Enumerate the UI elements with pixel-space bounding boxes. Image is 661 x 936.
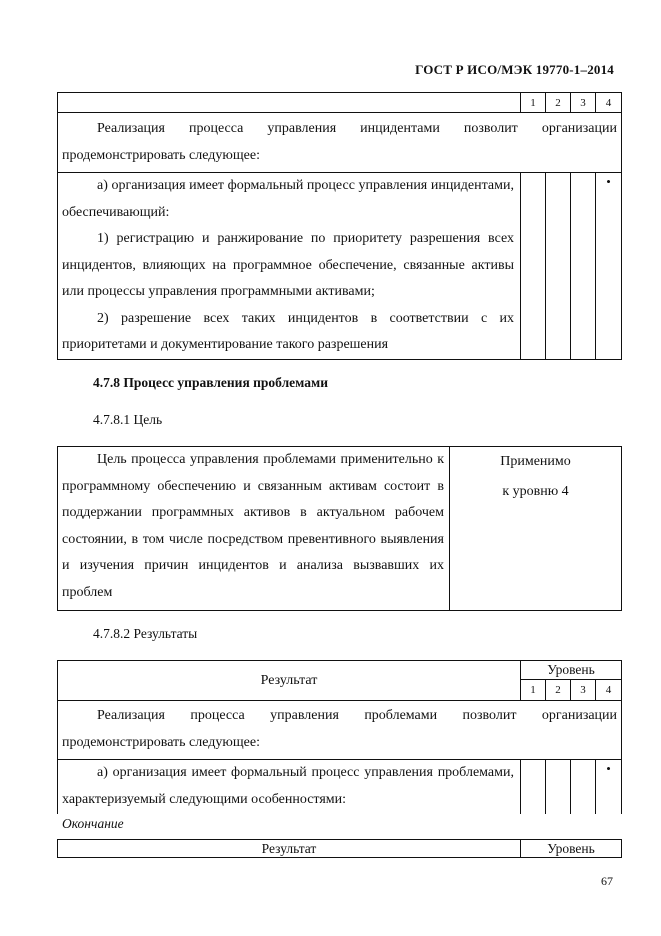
applicability-line2: к уровню 4	[502, 484, 569, 499]
level-4-mark: •	[596, 173, 622, 360]
level-1-label: 1	[521, 680, 546, 701]
incident-results-table	[57, 92, 622, 360]
incident-intro-text: Реализация процесса управления инцидентами позволит организации продемонстрировать следующее:	[62, 121, 617, 163]
level-2-cell	[546, 173, 571, 360]
level-3-cell	[571, 173, 596, 360]
level-3-cell	[571, 760, 596, 814]
applicability-line1: Применимо	[500, 454, 571, 469]
level-2-label: 2	[546, 93, 571, 113]
level-3-label: 3	[571, 680, 596, 701]
level-4-label: 4	[596, 93, 622, 113]
continuation-label: Окончание	[62, 816, 124, 831]
continuation-result-header: Результат	[58, 840, 521, 858]
level-1-cell	[521, 173, 546, 360]
page-number: 67	[601, 874, 613, 888]
level-1-label: 1	[521, 93, 546, 113]
level-2-cell	[546, 760, 571, 814]
section-heading: 4.7.8 Процесс управления проблемами	[93, 375, 328, 390]
problem-intro-text: Реализация процесса управления проблемами позволит организации продемонстрировать следующее:	[62, 708, 618, 750]
level-3-label: 3	[571, 93, 596, 113]
level-4-label: 4	[596, 680, 622, 701]
goal-table	[57, 446, 622, 611]
incident-item-1: 1) регистрацию и ранжирование по приоритету разрешения всех инцидентов, влияющих на программное обеспечение, связанные активы или процессы управления программными активами;	[62, 231, 514, 299]
level-column-header: Уровень	[521, 661, 622, 680]
results-label: 4.7.8.2 Результаты	[93, 626, 198, 641]
level-2-label: 2	[546, 680, 571, 701]
level-1-cell	[521, 760, 546, 814]
level-4-mark: •	[596, 760, 622, 814]
empty-header-cell	[58, 93, 521, 113]
document-header: ГОСТ Р ИСО/МЭК 19770-1–2014	[415, 62, 614, 77]
result-column-header: Результат	[58, 661, 521, 701]
incident-item-2: 2) разрешение всех таких инцидентов в соответствии с их приоритетами и документирование такого разрешения	[62, 310, 514, 352]
continuation-level-header: Уровень	[521, 840, 622, 858]
incident-item-a: а) организация имеет формальный процесс управления инцидентами, обеспечивающий:	[62, 178, 514, 220]
goal-label: 4.7.8.1 Цель	[93, 412, 163, 427]
problem-item-a: а) организация имеет формальный процесс управления проблемами, характеризуемый следующими особенностями:	[62, 765, 514, 807]
goal-text: Цель процесса управления проблемами применительно к программному обеспечению и связанным активам состоит в поддержании программных активов в актуальном рабочем состоянии, в том числе посредством превентивного выявления и изучения причин инцидентов и анализа вызвавших их проблем	[62, 452, 444, 600]
problem-results-table	[57, 660, 622, 814]
continuation-table-header	[57, 839, 622, 858]
